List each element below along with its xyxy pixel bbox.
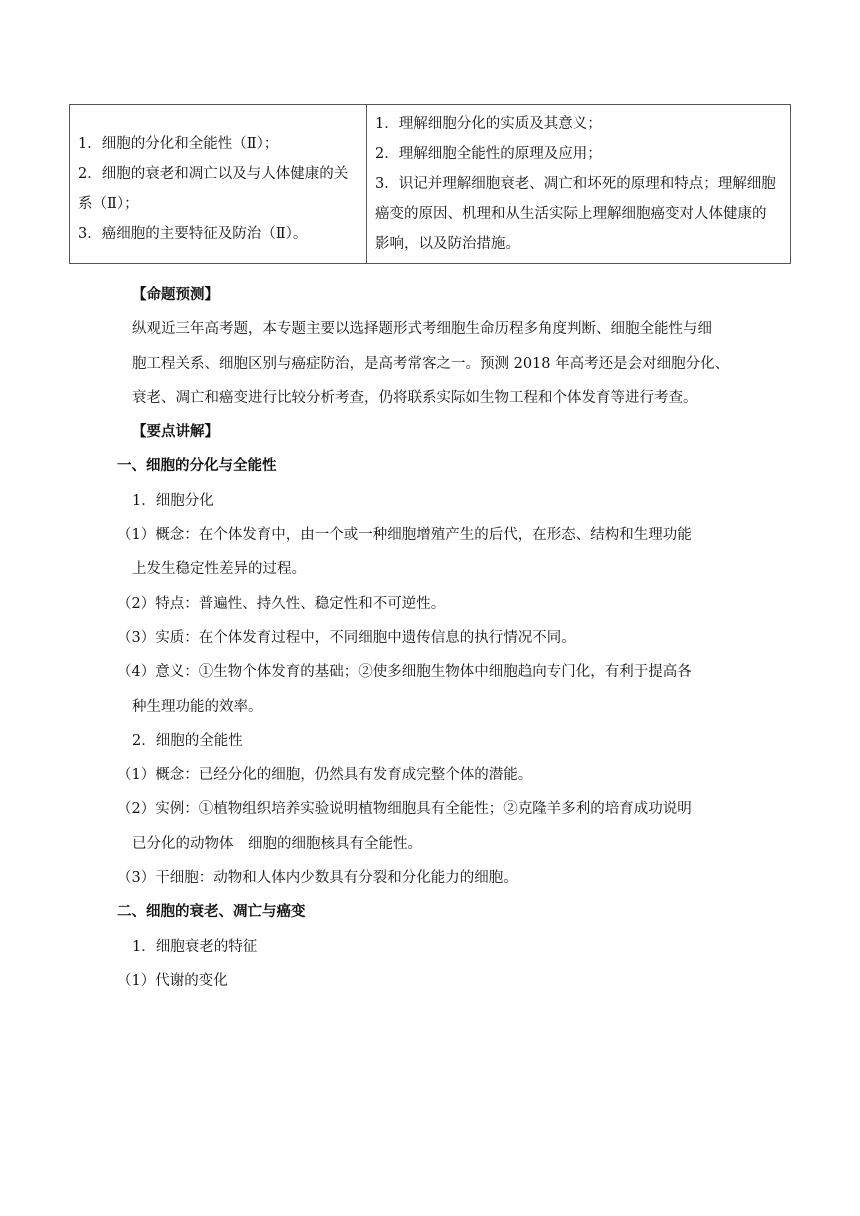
paragraph-line: （4）意义：①生物个体发育的基础；②使多细胞生物体中细胞趋向专门化，有利于提高各	[117, 664, 692, 681]
paragraph-line: 上发生稳定性差异的过程。	[132, 561, 306, 578]
paragraph-line: 衰老、凋亡和癌变进行比较分析考查，仍将联系实际如生物工程和个体发育等进行考查。	[132, 389, 698, 406]
requirement-item: 1．细胞的分化和全能性（Ⅱ）；	[78, 136, 279, 152]
section-heading: 一、细胞的分化与全能性	[117, 457, 277, 475]
requirement-item: 2．细胞的衰老和凋亡以及与人体健康的关	[78, 166, 349, 182]
document-body	[117, 278, 732, 998]
paragraph-line: 纵观近三年高考题，本专题主要以选择题形式考细胞生命历程多角度判断、细胞全能性与细	[132, 321, 712, 338]
paragraph-line: （2）特点：普遍性、持久性、稳定性和不可逆性。	[117, 595, 446, 612]
paragraph-line: （1）概念：在个体发育中，由一个或一种细胞增殖产生的后代，在形态、结构和生理功能	[117, 527, 692, 544]
paragraph-line: 已分化的动物体 细胞的细胞核具有全能性。	[132, 835, 422, 852]
paragraph-line: （2）实例：①植物组织培养实验说明植物细胞具有全能性；②克隆羊多利的培育成功说明	[117, 801, 692, 818]
paragraph-line: 1．细胞衰老的特征	[132, 938, 258, 955]
requirement-item: 系（Ⅱ）；	[78, 196, 139, 212]
section-heading: 二、细胞的衰老、凋亡与癌变	[117, 903, 306, 921]
objective-item: 影响，以及防治措施。	[375, 236, 520, 252]
paragraph-line: （3）干细胞：动物和人体内少数具有分裂和分化能力的细胞。	[117, 870, 518, 887]
objective-item: 2．理解细胞全能性的原理及应用；	[375, 146, 602, 162]
paragraph-line: 胞工程关系、细胞区别与癌症防治，是高考常客之一。预测 2018 年高考还是会对细胞分化、	[132, 355, 730, 372]
paragraph-line: （1）概念：已经分化的细胞，仍然具有发育成完整个体的潜能。	[117, 767, 533, 784]
exam-requirements-cell	[70, 105, 367, 264]
section-heading: 【要点讲解】	[132, 423, 219, 441]
paragraph-line: 1．细胞分化	[132, 492, 214, 509]
objective-item: 1．理解细胞分化的实质及其意义；	[375, 116, 602, 132]
paragraph-line: （1）代谢的变化	[117, 972, 228, 989]
paragraph-line: 2．细胞的全能性	[132, 732, 243, 749]
exam-outline-table	[69, 104, 791, 264]
objective-item: 癌变的原因、机理和从生活实际上理解细胞癌变对人体健康的	[375, 206, 767, 222]
section-heading: 【命题预测】	[132, 286, 219, 303]
paragraph-line: （3）实质：在个体发育过程中，不同细胞中遗传信息的执行情况不同。	[117, 629, 576, 646]
paragraph-line: 种生理功能的效率。	[132, 698, 263, 715]
requirement-item: 3．癌细胞的主要特征及防治（Ⅱ）。	[78, 226, 308, 242]
learning-objectives-cell	[367, 105, 791, 264]
table-row	[70, 105, 791, 264]
objective-item: 3．识记并理解细胞衰老、凋亡和坏死的原理和特点；理解细胞	[375, 176, 776, 192]
